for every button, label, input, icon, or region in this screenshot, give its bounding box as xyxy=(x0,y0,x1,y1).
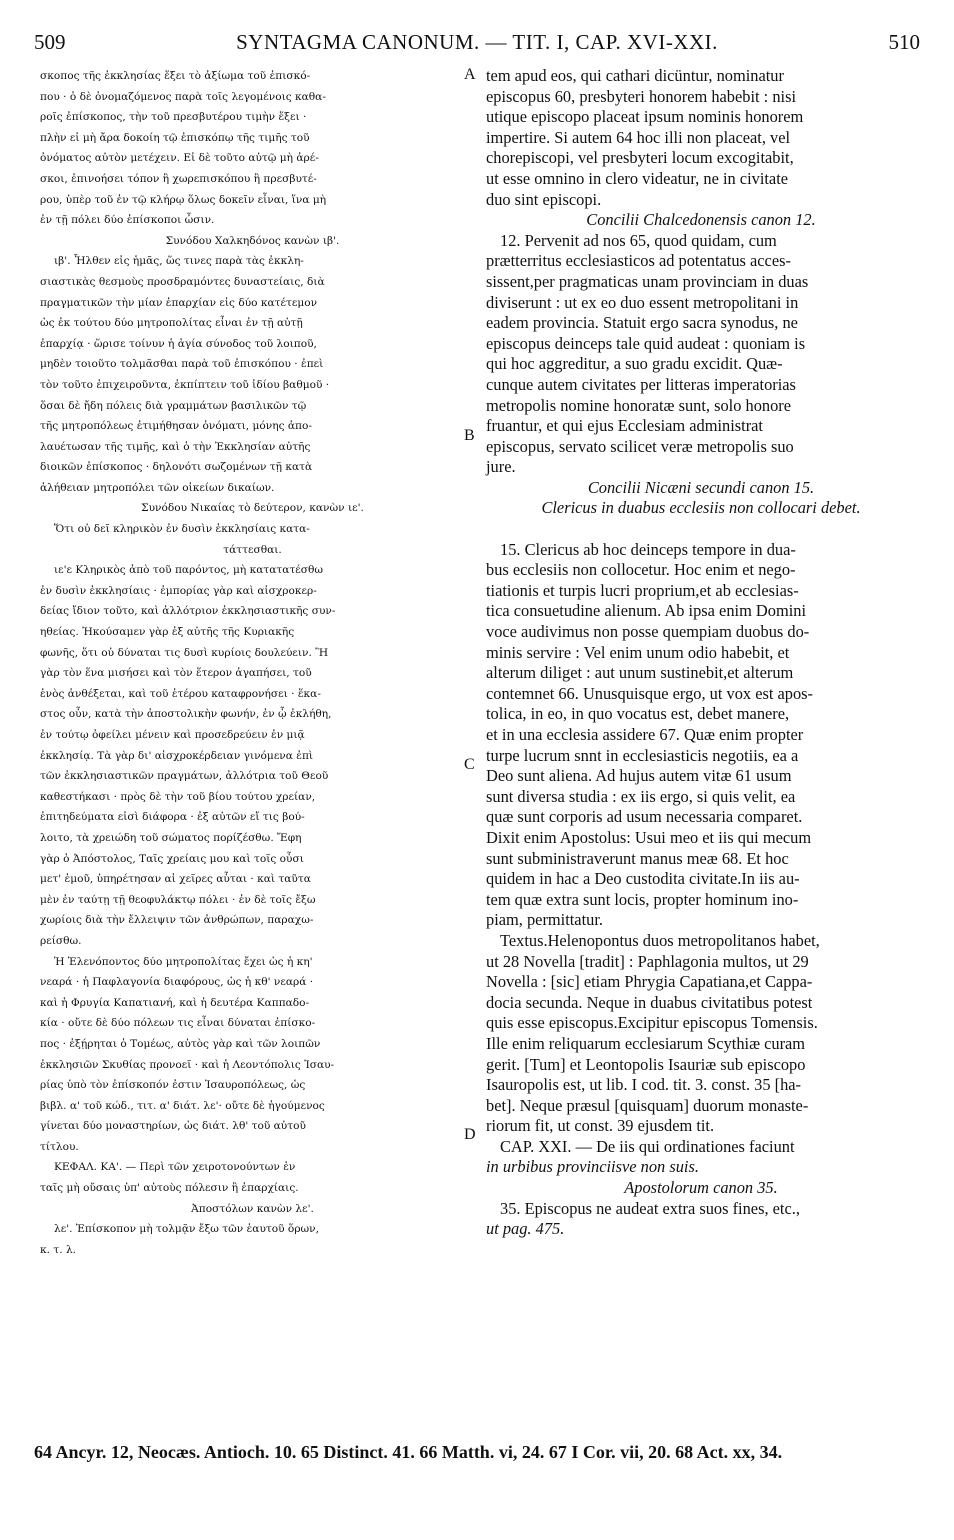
latin-text-line: Concilii Nicæni secundi canon 15. xyxy=(587,477,815,497)
latin-text-line: quidem in hac a Deo custodita civitate.In iis au- xyxy=(486,869,800,889)
greek-text-line: τὸν τοῦτο ἐπιχειροῦντα, ἐκπίπτειν τοῦ ἰδίου βαθμοῦ · xyxy=(40,378,330,391)
latin-text-line: metropolis nomine honoratæ sunt, solo honore xyxy=(486,395,792,415)
latin-text-line: fruantur, et qui ejus Ecclesiam administrat xyxy=(486,416,763,436)
latin-text-line: utique episcopo placeat ipsum nominis honorem xyxy=(486,107,804,127)
greek-text-line: καὶ ἡ Φρυγία Καπατιανή, καὶ ἡ δευτέρα Καππαδο- xyxy=(40,996,310,1009)
latin-text-line: episcopus 60, presbyteri honorem habebit : nisi xyxy=(486,86,796,106)
latin-text-line: turpe lucrum snnt in ecclesiasticis negotiis, ea a xyxy=(486,745,799,765)
latin-text-line: piam, permittatur. xyxy=(486,910,603,930)
latin-text-line: voce audivimus non posse quempiam duobus do- xyxy=(486,622,810,642)
latin-column xyxy=(486,66,916,1240)
footnotes: 64 Ancyr. 12, Neocæs. Antioch. 10. 65 Distinct. 41. 66 Matth. vi, 24. 67 I Cor. vii, 20. 68 Act. xx, 34. xyxy=(34,1442,783,1462)
greek-text-line: Συνόδου Νικαίας τὸ δεύτερον, κανὼν ιε'. xyxy=(141,502,364,515)
latin-text-line: prætterritus ecclesiasticos ad potentatus acces- xyxy=(486,251,791,271)
latin-text-line: impertire. Si autem 64 hoc illi non placeat, vel xyxy=(486,127,791,147)
latin-text-line: riorum fit, ut const. 39 ejusdem tit. xyxy=(486,1116,715,1136)
greek-text-line: φωνῆς, ὅτι οὐ δύναται τις δυσὶ κυρίοις δουλεύειν. Ἢ xyxy=(40,646,329,659)
greek-text-line: ὡς ἐκ τούτου δύο μητροπολίτας εἶναι ἐν τῇ αὐτῇ xyxy=(40,317,303,330)
greek-text-line: μὲν ἐν ταύτῃ τῇ θεοφυλάκτῳ πόλει · ἐν δὲ τοῖς ἔξω xyxy=(40,893,316,906)
greek-text-line: γίνεται δύο μοναστηρίων, ὡς διάτ. λθ' τοῦ αὐτοῦ xyxy=(40,1120,306,1133)
margin-letter-c: C xyxy=(464,756,475,773)
latin-text-line: docia secunda. Neque in duabus civitatibus potest xyxy=(486,992,813,1012)
greek-text-line: πλὴν εἰ μὴ ἄρα δοκοίη τῷ ἐπισκόπῳ τῆς τιμῆς τοῦ xyxy=(40,131,310,144)
latin-text-line: Isauropolis est, ut lib. I cod. tit. 3. const. 35 [ha- xyxy=(486,1075,802,1095)
latin-text-line: alterum diliget : aut unum sustinebit,et alterum xyxy=(486,663,794,683)
greek-text-line: ταῖς μὴ οὔσαις ὑπ' αὐτοὺς πόλεσιν ἢ ἐπαρχίαις. xyxy=(40,1182,299,1195)
greek-text-line: ὅσαι δὲ ἤδη πόλεις διὰ γραμμάτων βασιλικῶν τῷ xyxy=(40,399,307,412)
margin-letter-d: D xyxy=(464,1126,476,1143)
greek-text-line: πος · ἐξῄρηται ὁ Τομέως, αὐτὸς γὰρ καὶ τῶν λοιπῶν xyxy=(40,1037,321,1050)
latin-text-line: sunt subministraverunt manus meæ 68. Et hoc xyxy=(486,848,789,868)
greek-text-line: διοικῶν ἐπίσκοπος · δηλονότι σωζομένων τῇ κατὰ xyxy=(40,461,313,474)
greek-text-line: γὰρ ὁ Ἀπόστολος, Ταῖς χρείαις μου καὶ τοῖς οὖσι xyxy=(40,852,304,865)
running-title: SYNTAGMA CANONUM. — TIT. I, CAP. XVI-XXI. xyxy=(236,30,718,54)
greek-text-line: ἐν τούτῳ ὀφείλει μένειν καὶ προσεδρεύειν ἐν μιᾷ xyxy=(40,729,305,741)
latin-text-line: Ille enim reliquarum ecclesiarum Scythiæ curam xyxy=(486,1033,806,1053)
greek-text-line: κία · οὔτε δὲ δύο πόλεων τις εἶναι δύναται ἐπίσκο- xyxy=(40,1017,316,1030)
greek-text-line: Ὅτι οὐ δεῖ κληρικὸν ἐν δυσὶν ἐκκλησίαις κατα- xyxy=(54,523,310,536)
latin-text-line: jure. xyxy=(486,457,516,477)
greek-text-line: ρίας ὑπὸ τὸν ἐπίσκοπόν ἐστιν Ἰσαυροπόλεως, ὡς xyxy=(40,1079,306,1092)
greek-column xyxy=(40,66,465,1260)
margin-letter-a: A xyxy=(464,66,476,83)
latin-text-line xyxy=(486,519,916,540)
greek-text-line: ἐν δυσὶν ἐκκλησίαις · ἐμπορίας γὰρ καὶ αἰσχροκερ- xyxy=(40,584,317,597)
greek-text-line: ἑνὸς ἀνθέξεται, καὶ τοῦ ἑτέρου καταφρονήσει · ἕκα- xyxy=(40,687,321,700)
latin-text-line: Textus.Helenopontus duos metropolitanos habet, xyxy=(500,930,820,950)
latin-text-line: tiationis et turpis lucri proprium,et ab ecclesias- xyxy=(486,580,799,600)
latin-text-line: bus ecclesiis non collocetur. Hoc enim et nego- xyxy=(486,560,796,580)
greek-text-line: ἐπιτηδεύματα εἰσὶ διάφορα · ἐξ αὐτῶν εἴ τις βού- xyxy=(40,811,305,824)
latin-text-line: diviserunt : ut ex eo duo essent metropolitani in xyxy=(486,292,799,312)
latin-text-line: episcopus, servato scilicet veræ metropolis suo xyxy=(486,436,794,456)
greek-text-line: ἐπαρχίᾳ · ὥρισε τοίνυν ἡ ἁγία σύνοδος τοῦ λοιποῦ, xyxy=(40,337,317,350)
latin-text-line: eadem provincia. Statuit ergo sacra synodus, ne xyxy=(486,313,798,333)
latin-text-line: ut 28 Novella [tradit] : Paphlagonia multos, ut 29 xyxy=(486,951,809,971)
greek-text-line: ροῖς ἐπίσκοπος, τὴν τοῦ πρεσβυτέρου τιμὴν ἕξει · xyxy=(40,111,307,124)
latin-text-line: gerit. [Tum] et Leontopolis Isauriæ sub episcopo xyxy=(486,1054,806,1074)
greek-text-line: λοιτο, τὰ χρειώδη τοῦ σώματος πορίζέσθω. Ἔφη xyxy=(40,831,302,844)
latin-text-line: Dixit enim Apostolus: Usui meo et iis qui mecum xyxy=(486,827,812,847)
latin-text-line: cunque autem civitates per litteras imperatorias xyxy=(486,374,796,394)
latin-text-line: quæ sunt corporis ad usum necessaria comparet. xyxy=(486,807,803,827)
greek-text-line: νεαρά · ἡ Παφλαγονία διαφόρους, ὡς ἡ κθ' νεαρά · xyxy=(40,976,314,989)
greek-text-line: κ. τ. λ. xyxy=(40,1243,77,1256)
latin-text-line: minis servire : Vel enim unum odio habebit, et xyxy=(486,642,790,662)
greek-text-line: τῶν ἐκκλησιαστικῶν πραγμάτων, ἀλλότρια τοῦ Θεοῦ xyxy=(40,770,329,783)
greek-text-line: ρείσθω. xyxy=(40,934,82,947)
greek-text-line: ἐκκλησίᾳ. Τὰ γὰρ δι' αἰσχροκέρδειαν γινόμενα ἐπὶ xyxy=(40,749,314,762)
latin-text-line: ut esse omnino in clero videatur, ne in civitate xyxy=(486,168,789,188)
greek-text-line: ηθείας. Ἠκούσαμεν γὰρ ἐξ αὐτῆς τῆς Κυριακῆς xyxy=(40,626,295,639)
latin-text-line: tica consuetudine alienum. Ab ipsa enim Domini xyxy=(486,601,807,621)
latin-text-line: sunt diversa studia : ex iis ergo, si quis velit, ea xyxy=(486,786,796,806)
latin-text-line: et in una ecclesia assidere 67. Quæ enim propter xyxy=(486,725,804,744)
greek-text-line: ἀλήθειαν μητροπόλει τῶν οἰκείων δικαίων. xyxy=(40,481,275,494)
latin-text-line: tem quæ extra sunt locis, propter hominum ino- xyxy=(486,889,799,909)
latin-text-line: bet]. Neque præsul [quisquam] duorum monaste- xyxy=(486,1095,809,1115)
greek-text-line: μετ' ἐμοῦ, ὑπηρέτησαν αἱ χεῖρες αὗται · καὶ ταῦτα xyxy=(40,873,311,886)
latin-text-line: 12. Pervenit ad nos 65, quod quidam, cum xyxy=(500,230,777,250)
latin-text-line: CAP. XXI. — De iis qui ordinationes faciunt xyxy=(500,1136,795,1156)
running-header xyxy=(34,30,920,60)
greek-text-line: σκοπος τῆς ἐκκλησίας ἕξει τὸ ἀξίωμα τοῦ ἐπισκό- xyxy=(40,70,311,82)
latin-text-line: chorepiscopi, vel presbyteri locum excogitabit, xyxy=(486,148,794,168)
latin-text-line: 35. Episcopus ne audeat extra suos fines, etc., xyxy=(500,1198,800,1218)
latin-text-line: Novella : [sic] etiam Phrygia Capatiana,et Cappa- xyxy=(486,972,813,992)
page-number-right: 510 xyxy=(888,30,920,54)
greek-text-line: ρου, ὑπὲρ τοῦ ἐν τῷ κλήρῳ ὅλως δοκεῖν εἶναι, ἵνα μὴ xyxy=(40,193,327,206)
greek-text-line: βιβλ. α' τοῦ κώδ., τιτ. α' διάτ. λε'· οὔτε δὲ ἡγούμενος xyxy=(40,1099,325,1112)
greek-text-line: λε'. Ἐπίσκοπον μὴ τολμᾷν ἔξω τῶν ἑαυτοῦ ὅρων, xyxy=(54,1223,319,1236)
greek-text-line: στος οὖν, κατὰ τὴν ἀποστολικὴν φωνήν, ἐν ᾧ ἐκλήθη, xyxy=(40,708,332,721)
latin-text-line: quis esse episcopus.Excipitur episcopus Tomensis. xyxy=(486,1013,818,1033)
greek-text-line: χωρίοις διὰ τὴν ἔλλειψιν τῶν ἀνθρώπων, παραχω- xyxy=(40,914,314,927)
greek-text-line: τίτλου. xyxy=(40,1140,79,1153)
greek-text-line: Ἀποστόλων κανὼν λε'. xyxy=(191,1202,314,1215)
greek-text-line: Συνόδου Χαλκηδόνος κανὼν ιβ'. xyxy=(165,234,340,247)
latin-text-line: tem apud eos, qui cathari dicüntur, nominatur xyxy=(486,66,784,85)
greek-text-line: γὰρ τὸν ἕνα μισήσει καὶ τὸν ἕτερον ἀγαπήσει, τοῦ xyxy=(40,667,312,680)
greek-text-line: ιε'ε Κληρικὸς ἀπὸ τοῦ παρόντος, μὴ κατατατέσθω xyxy=(54,564,324,577)
latin-text-line: contemnet 66. Unusquisque ergo, ut vox est apos- xyxy=(486,683,814,703)
greek-text-line: ιβ'. Ἦλθεν εἰς ἡμᾶς, ὥς τινες παρὰ τὰς ἐκκλη- xyxy=(54,255,304,268)
greek-text-line: ΚΕΦΑΛ. ΚΑ'. — Περὶ τῶν χειροτονούντων ἐν xyxy=(54,1161,296,1174)
greek-text-line: Ἡ Ἑλενόποντος δύο μητροπολίτας ἔχει ὡς ἡ κη' xyxy=(54,955,313,968)
greek-text-line: τῆς μητροπόλεως ἐτιμήθησαν ὀνόματι, μόνης ἀπο- xyxy=(40,420,312,433)
greek-text-line: τάττεσθαι. xyxy=(223,543,282,556)
latin-text-line: in urbibus provinciisve non suis. xyxy=(486,1157,699,1177)
greek-text-line: μηδὲν τοιοῦτο τολμᾶσθαι παρὰ τοῦ ἐπισκόπου · ἐπεὶ xyxy=(40,358,324,371)
latin-text-line: sissent,per pragmaticas unam provinciam in duas xyxy=(486,271,809,291)
latin-text-line: Clericus in duabus ecclesiis non collocari debet. xyxy=(541,498,861,518)
latin-text-line: Apostolorum canon 35. xyxy=(624,1178,778,1198)
greek-text-line: πραγματικῶν τὴν μίαν ἐπαρχίαν εἰς δύο κατέτεμον xyxy=(40,296,318,309)
greek-text-line: ἐκκλησιῶν Σκυθίας προνοεῖ · καὶ ἡ Λεοντόπολις Ἰσαυ- xyxy=(40,1058,335,1071)
greek-text-line: δείας ἴδιον τοῦτο, καὶ ἀλλότριον ἐκκλησιαστικῆς συν- xyxy=(40,605,336,618)
greek-text-line: λαυέτωσαν τῆς τιμῆς, καὶ ὁ τὴν Ἐκκλησίαν αὐτῆς xyxy=(40,440,311,453)
latin-text-line: ut pag. 475. xyxy=(486,1219,565,1239)
greek-text-line: ὀνόματος αὐτὸν μετέχειν. Εἰ δὲ τοῦτο αὐτῷ μὴ ἀρέ- xyxy=(40,152,319,165)
margin-letter-b: B xyxy=(464,427,475,444)
greek-text-line: καθεστήκασι · πρὸς δὲ τὴν τοῦ βίου τούτου χρείαν, xyxy=(40,790,316,803)
greek-text-line: που · ὁ δὲ ὀνομαζόμενος παρὰ τοῖς λεγομένοις καθα- xyxy=(40,90,326,103)
latin-text-line: qui hoc aggreditur, a suo gradu excidit. Quæ- xyxy=(486,354,783,374)
latin-text-line: duo sint episcopi. xyxy=(486,189,602,209)
latin-text-line: Concilii Chalcedonensis canon 12. xyxy=(586,210,816,230)
greek-text-line: ἐν τῇ πόλει δύο ἐπίσκοποι ὦσιν. xyxy=(40,214,215,227)
latin-text-line: Deo sunt aliena. Ad hujus autem vitæ 61 usum xyxy=(486,766,792,786)
latin-text-line: 15. Clericus ab hoc deinceps tempore in dua- xyxy=(500,539,796,559)
greek-text-line: σιαστικὰς θεσμοὺς προσδραμόντες δυναστείαις, διὰ xyxy=(40,275,325,288)
greek-text-line: σκοι, ἐπινοήσει τόπον ἢ χωρεπισκόπου ἢ πρεσβυτέ- xyxy=(40,172,317,185)
page-number-left: 509 xyxy=(34,30,66,54)
latin-text-line: tolica, in eo, in quo vocatus est, debet manere, xyxy=(486,704,790,724)
latin-text-line: episcopus deinceps tale quid audeat : quoniam is xyxy=(486,333,806,353)
